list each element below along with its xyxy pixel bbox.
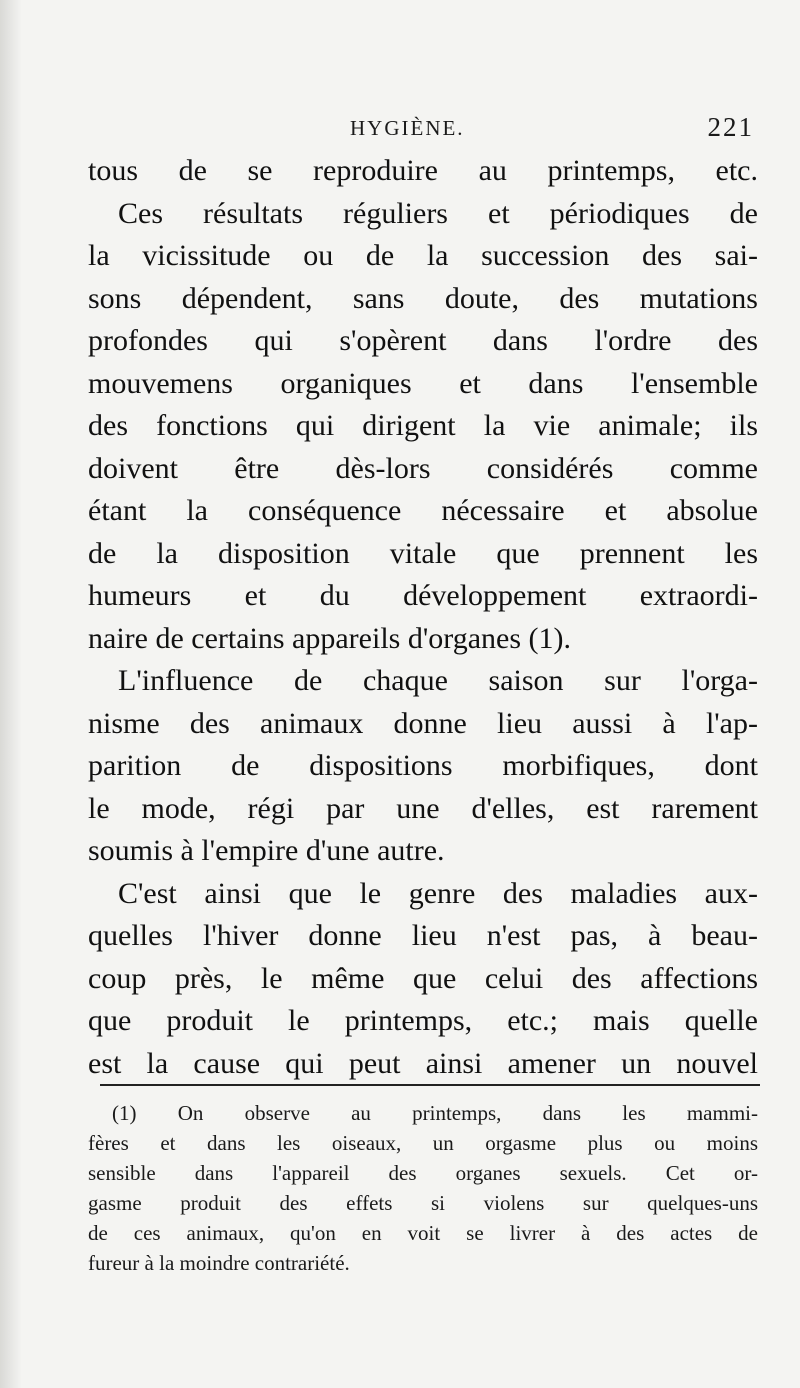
footnote-line: (1) On observe au printemps, dans les mammi-: [112, 1101, 758, 1125]
text-line: naire de certains appareils d'organes (1).: [88, 621, 571, 655]
page-number: 221: [707, 112, 754, 142]
text-line: coup près, le même que celui des affections: [88, 961, 758, 995]
text-line: humeurs et du développement extraordi-: [88, 579, 758, 612]
text-line: la vicissitude ou de la succession des sai-: [88, 239, 758, 272]
text-line: profondes qui s'opèrent dans l'ordre des: [88, 324, 758, 357]
text-line: doivent être dès-lors considérés comme: [88, 451, 758, 485]
running-title: HYGIÈNE.: [350, 116, 465, 140]
footnote-line: fères et dans les oiseaux, un orgasme plus ou moins: [88, 1131, 758, 1155]
text-line: soumis à l'empire d'une autre.: [88, 834, 445, 867]
running-head: [88, 112, 768, 148]
text-line: parition de dispositions morbifiques, dont: [88, 749, 758, 782]
text-line: des fonctions qui dirigent la vie animale; ils: [88, 409, 758, 442]
text-line: sons dépendent, sans doute, des mutations: [88, 281, 758, 315]
text-line: est la cause qui peut ainsi amener un nouvel: [88, 1046, 758, 1080]
text-line: le mode, régi par une d'elles, est rarement: [88, 791, 758, 825]
footnote-rule: [100, 1084, 760, 1086]
footnote-line: de ces animaux, qu'on en voit se livrer à des actes de: [88, 1221, 758, 1245]
text-line: étant la conséquence nécessaire et absolue: [88, 494, 758, 527]
text-line: que produit le printemps, etc.; mais quelle: [88, 1004, 758, 1037]
text-line: tous de se reproduire au printemps, etc.: [88, 154, 758, 187]
footnote-line: sensible dans l'appareil des organes sexuels. Cet or-: [88, 1161, 758, 1185]
text-line: Ces résultats réguliers et périodiques de: [118, 196, 758, 230]
text-line: mouvemens organiques et dans l'ensemble: [88, 366, 758, 400]
footnote-line: fureur à la moindre contrariété.: [88, 1251, 350, 1275]
text-line: quelles l'hiver donne lieu n'est pas, à beau-: [88, 919, 758, 952]
text-line: de la disposition vitale que prennent les: [88, 536, 758, 570]
body-text: [88, 150, 758, 1085]
gutter-shadow: [0, 0, 22, 1388]
footnote: [88, 1098, 758, 1278]
footnote-line: gasme produit des effets si violens sur quelques-uns: [88, 1191, 758, 1215]
text-line: C'est ainsi que le genre des maladies aux-: [118, 876, 758, 910]
text-line: nisme des animaux donne lieu aussi à l'ap-: [88, 706, 758, 740]
text-line: L'influence de chaque saison sur l'orga-: [118, 664, 758, 697]
